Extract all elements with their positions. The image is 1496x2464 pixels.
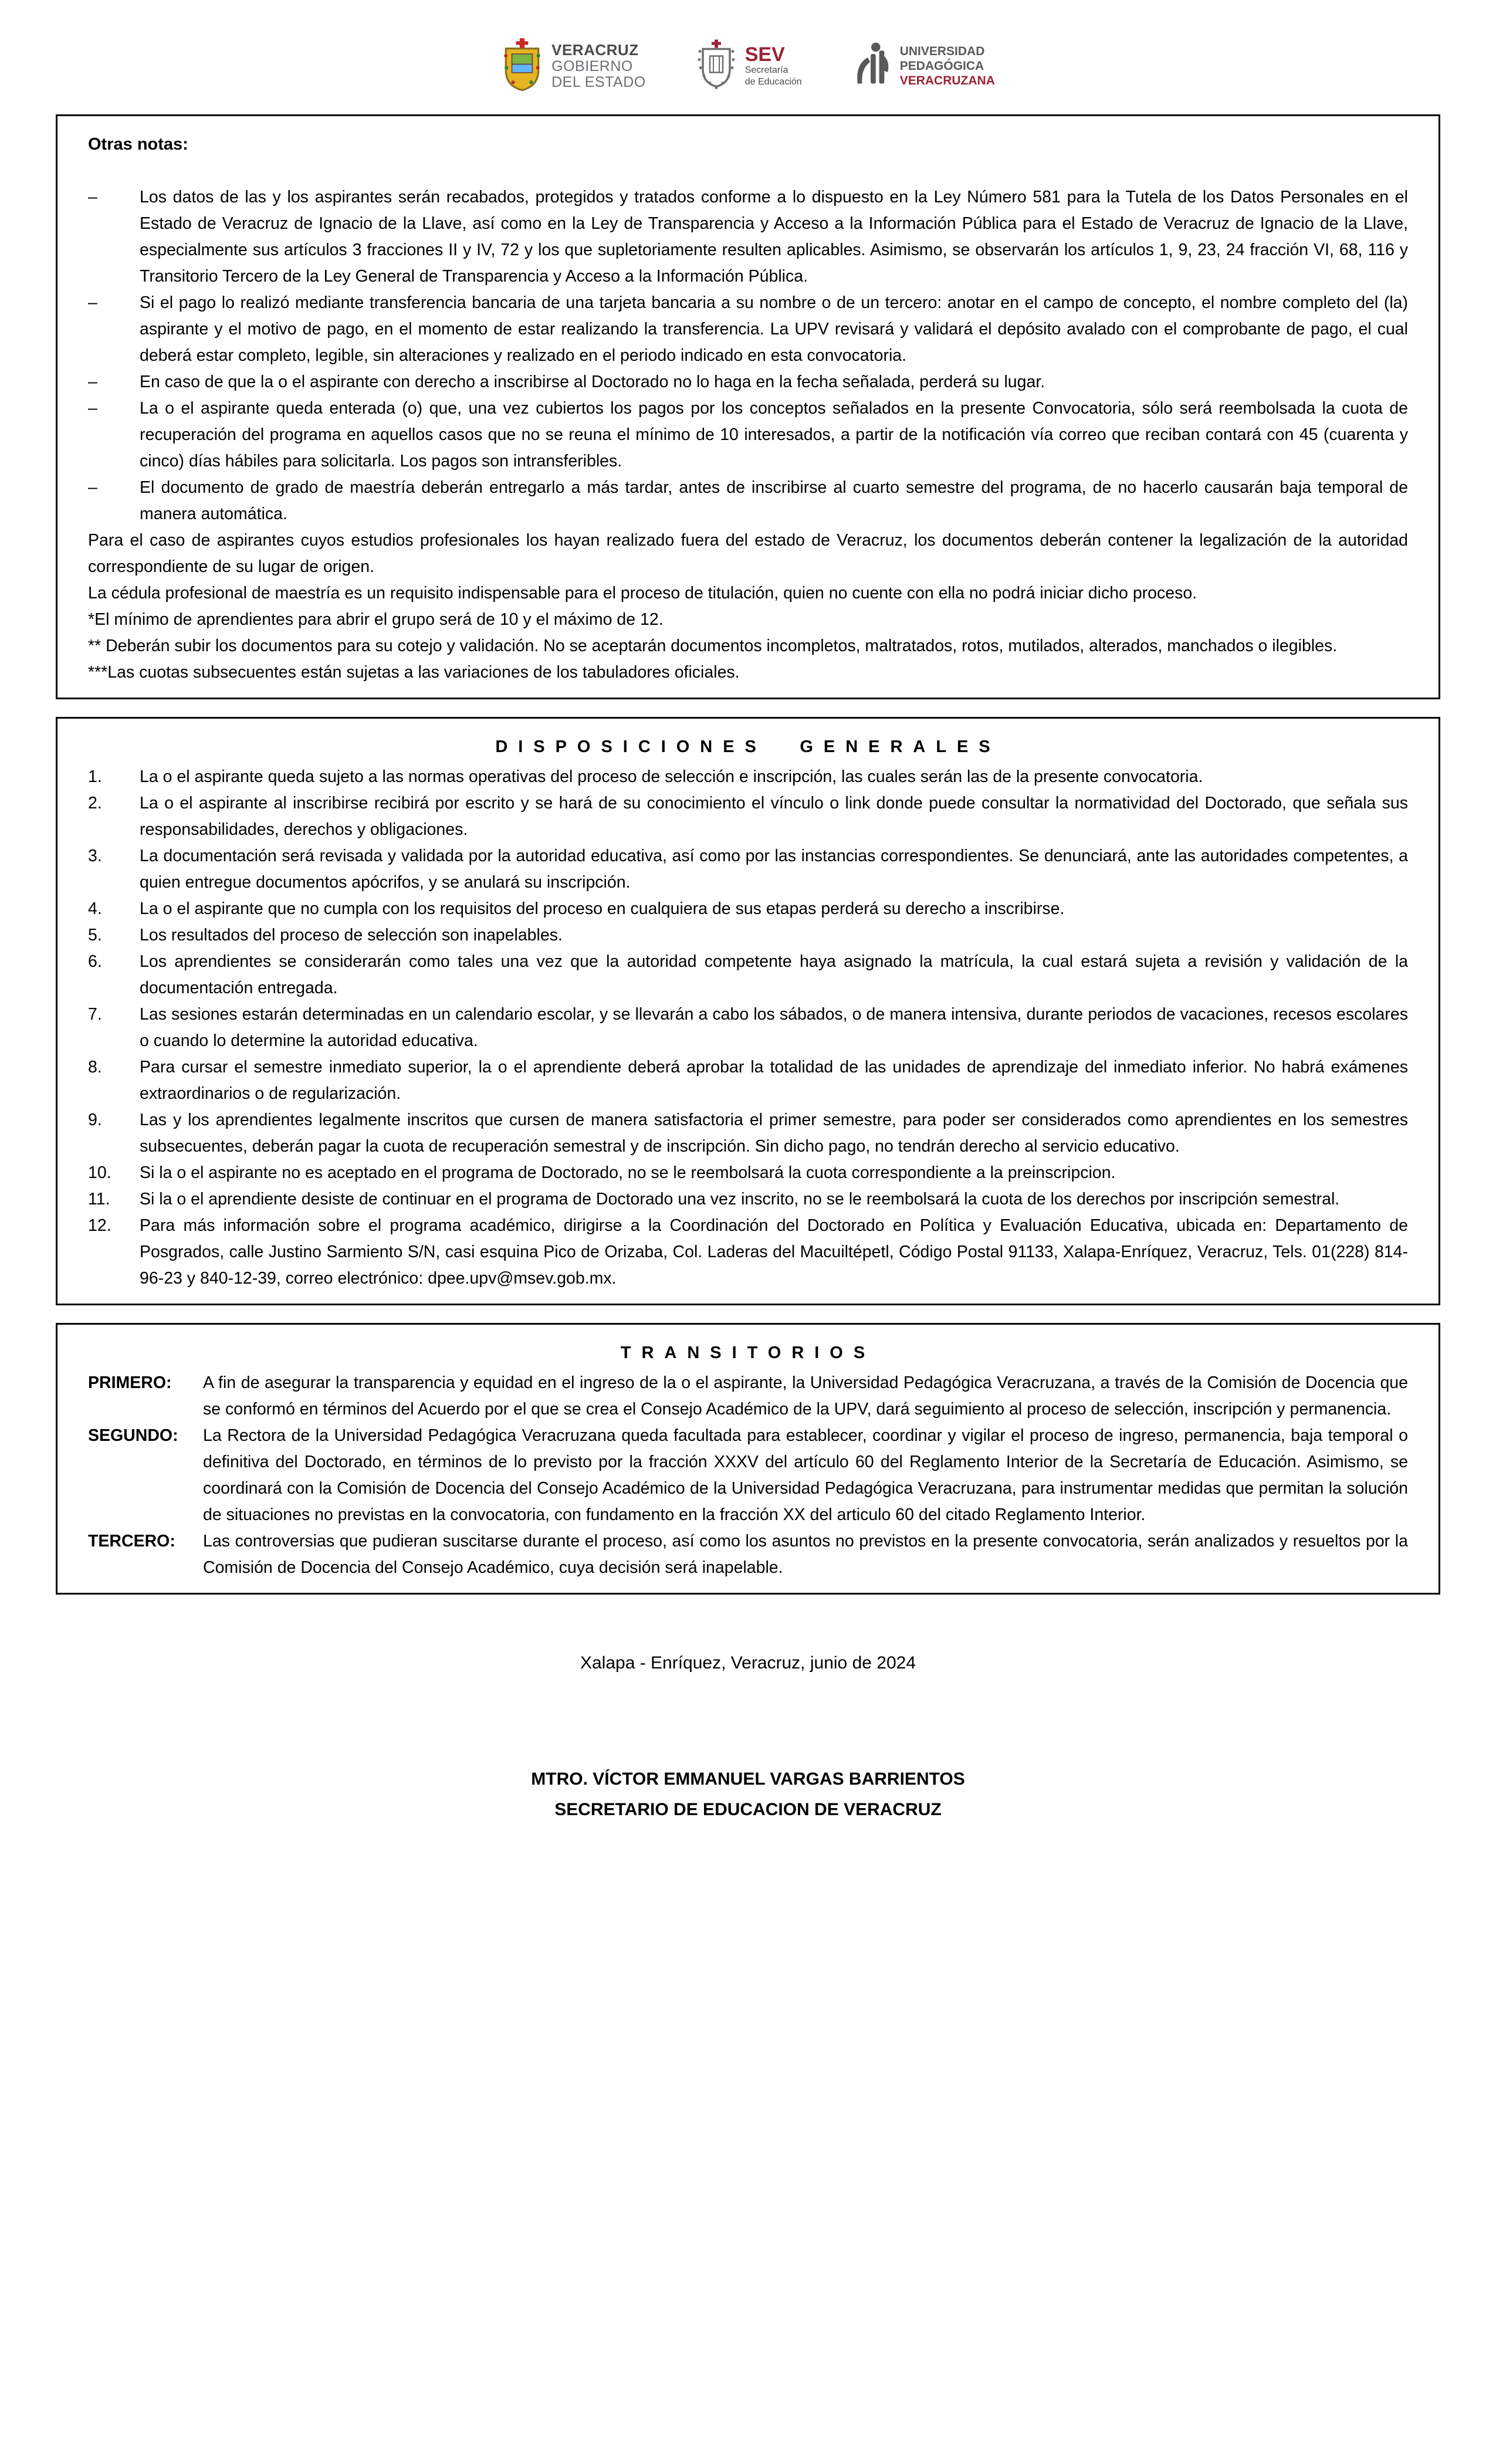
note-bullet bbox=[88, 290, 1408, 369]
upv-logo-line3: VERACRUZANA bbox=[899, 74, 995, 88]
upv-logo-line1: UNIVERSIDAD bbox=[899, 44, 985, 58]
signature-title: SECRETARIO DE EDUCACION DE VERACRUZ bbox=[554, 1800, 942, 1819]
item-text: Las sesiones estarán determinadas en un calendario escolar, y se llevarán a cabo los sábados, o de manera intensiva, durante periodos de vacaciones, recesos escolares o cuando lo determine la autoridad educativa. bbox=[140, 1005, 1408, 1050]
disposicion-item bbox=[88, 843, 1408, 896]
disposicion-item bbox=[88, 896, 1408, 922]
note-bullet bbox=[88, 369, 1408, 395]
item-text: Para más información sobre el programa académico, dirigirse a la Coordinación del Doctorado en Política y Evaluación Educativa, ubicada en: Departamento de Posgrados, calle Justino Sarmiento S/N, casi esquina Pico de Orizaba, Col. Laderas del Macuiltépetl, Código Postal 91133, Xalapa-Enríquez, Veracruz, Tels. 01(228) 814-96-23 y 840-12-39, correo electrónico: dpee.upv@msev.gob.mx. bbox=[140, 1216, 1408, 1288]
transitorios-title: TRANSITORIOS bbox=[620, 1343, 876, 1362]
veracruz-logo-line2: GOBIERNO bbox=[551, 57, 633, 75]
disposicion-item bbox=[88, 949, 1408, 1001]
item-number: 5. bbox=[88, 926, 102, 945]
item-number: 2. bbox=[88, 794, 102, 813]
disposiciones-generales-section bbox=[56, 717, 1440, 1305]
signature-block bbox=[0, 1764, 1496, 1825]
disposicion-item bbox=[88, 1213, 1408, 1292]
sev-shield-icon bbox=[696, 37, 737, 96]
bullet-dash: – bbox=[88, 373, 97, 391]
note-bullet-text: Los datos de las y los aspirantes serán recabados, protegidos y tratados conforme a lo dispuesto en la Ley Número 581 para la Tutela de los Datos Personales en el Estado de Veracruz de Ignacio de la Llave, así como en la Ley de Transparencia y Acceso a la Información Pública para el Estado de Veracruz de Ignacio de la Llave, especialmente sus artículos 3 fracciones II y IV, 72 y los que supletoriamente resulten aplicables. Asimismo, se observarán los artículos 1, 9, 23, 24 fracción VI, 68, 116 y Transitorio Tercero de la Ley General de Transparencia y Acceso a la Información Pública. bbox=[140, 188, 1408, 286]
item-text: La o el aspirante que no cumpla con los requisitos del proceso en cualquiera de sus etapas perderá su derecho a inscribirse. bbox=[140, 899, 1065, 918]
otras-notas-title: Otras notas: bbox=[88, 135, 188, 154]
transitorio-item bbox=[88, 1370, 1408, 1423]
veracruz-logo-line1: VERACRUZ bbox=[551, 41, 639, 59]
veracruz-logo bbox=[501, 37, 646, 96]
transitorio-label: SEGUNDO: bbox=[88, 1426, 178, 1445]
transitorio-label: TERCERO: bbox=[88, 1532, 175, 1551]
item-number: 4. bbox=[88, 899, 102, 918]
note-bullet-text: Si el pago lo realizó mediante transferencia bancaria de una tarjeta bancaria a su nombre o de un tercero: anotar en el campo de concepto, el nombre completo del (la) aspirante y el motivo de pago, en el momento de estar realizando la transferencia. La UPV revisará y validará el depósito avalado con el comprobante de pago, el cual deberá estar completo, legible, sin alteraciones y realizado en el periodo indicado en esta convocatoria. bbox=[140, 293, 1408, 365]
upv-emblem-icon bbox=[852, 37, 892, 96]
note-bullet-text: La o el aspirante queda enterada (o) que, una vez cubiertos los pagos por los conceptos señalados en la presente Convocatoria, sólo será reembolsada la cuota de recuperación del programa en aquellos casos que no se reuna el mínimo de 10 interesados, a partir de la notificación vía correo que reciban contará con 45 (cuarenta y cinco) días hábiles para solicitarla. Los pagos son intransferibles. bbox=[140, 399, 1408, 471]
veracruz-coat-of-arms-icon bbox=[501, 37, 543, 96]
disposicion-item bbox=[88, 922, 1408, 949]
disposicion-item bbox=[88, 1001, 1408, 1054]
note-paragraph: Para el caso de aspirantes cuyos estudios profesionales los hayan realizado fuera del estado de Veracruz, los documentos deberán contener la legalización de la autoridad correspondiente de su lugar de origen. bbox=[88, 531, 1408, 576]
item-text: Las y los aprendientes legalmente inscritos que cursen de manera satisfactoria el primer semestre, para poder ser considerados como aprendientes en los semestres subsecuentes, deberán pagar la cuota de recuperación semestral y de inscripción. Sin dicho pago, no tendrán derecho al servicio educativo. bbox=[140, 1111, 1408, 1156]
upv-logo-line2: PEDAGÓGICA bbox=[899, 59, 984, 73]
note-paragraph: *El mínimo de aprendientes para abrir el grupo será de 10 y el máximo de 12. bbox=[88, 610, 664, 629]
item-number: 8. bbox=[88, 1058, 102, 1077]
disposicion-item bbox=[88, 1160, 1408, 1186]
header-logos bbox=[0, 0, 1496, 97]
transitorio-item bbox=[88, 1528, 1408, 1581]
note-bullet-text: En caso de que la o el aspirante con derecho a inscribirse al Doctorado no lo haga en la fecha señalada, perderá su lugar. bbox=[140, 373, 1045, 391]
otras-notas-section bbox=[56, 114, 1440, 699]
item-text: Los aprendientes se considerarán como tales una vez que la autoridad competente haya asignado la matrícula, la cual estará sujeta a revisión y validación de la documentación entregada. bbox=[140, 952, 1408, 997]
sev-logo bbox=[696, 37, 802, 96]
note-bullet bbox=[88, 184, 1408, 290]
disposicion-item bbox=[88, 1107, 1408, 1160]
item-number: 12. bbox=[88, 1216, 111, 1235]
transitorio-text: La Rectora de la Universidad Pedagógica Veracruzana queda facultada para establecer, coordinar y vigilar el proceso de ingreso, permanencia, baja temporal o definitiva del Doctorado, en términos de lo previsto por la fracción XXXV del artículo 60 del Reglamento Interior de la Secretaría de Educación. Asimismo, se coordinará con la Comisión de Docencia del Consejo Académico de la Universidad Pedagógica Veracruzana, para instrumentar medidas que permitan la solución de situaciones no previstas en la convocatoria, con fundamento en la fracción XX del articulo 60 del citado Reglamento Interior. bbox=[203, 1426, 1408, 1524]
item-text: Los resultados del proceso de selección son inapelables. bbox=[140, 926, 563, 945]
item-number: 3. bbox=[88, 847, 102, 865]
bullet-dash: – bbox=[88, 188, 97, 207]
disposiciones-title: DISPOSICIONES GENERALES bbox=[495, 737, 1001, 756]
dateline: Xalapa - Enríquez, Veracruz, junio de 2024 bbox=[580, 1653, 916, 1673]
note-bullet-text: El documento de grado de maestría deberán entregarlo a más tardar, antes de inscribirse al cuarto semestre del programa, de no hacerlo causarán baja temporal de manera automática. bbox=[140, 478, 1408, 523]
item-text: La documentación será revisada y validada por la autoridad educativa, así como por las instancias correspondientes. Se denunciará, ante las autoridades competentes, a quien entregue documentos apócrifos, y se anulará su inscripción. bbox=[140, 847, 1408, 892]
item-number: 9. bbox=[88, 1111, 102, 1129]
note-paragraph: ***Las cuotas subsecuentes están sujetas a las variaciones de los tabuladores oficiales. bbox=[88, 663, 740, 682]
disposicion-item bbox=[88, 1054, 1408, 1107]
veracruz-logo-line3: DEL ESTADO bbox=[551, 73, 646, 90]
transitorio-text: A fin de asegurar la transparencia y equidad en el ingreso de la o el aspirante, la Universidad Pedagógica Veracruzana, a través de la Comisión de Docencia que se conformó en términos del Acuerdo por el que se crea el Consejo Académico de la UPV, dará seguimiento al proceso de selección, inscripción y permanencia. bbox=[203, 1373, 1408, 1419]
transitorios-section bbox=[56, 1323, 1440, 1595]
item-number: 1. bbox=[88, 767, 102, 786]
signature-name: MTRO. VÍCTOR EMMANUEL VARGAS BARRIENTOS bbox=[531, 1769, 965, 1789]
item-text: La o el aspirante al inscribirse recibirá por escrito y se hará de su conocimiento el vínculo o link donde puede consultar la normatividad del Doctorado, que señala sus responsabilidades, derechos y obligaciones. bbox=[140, 794, 1408, 839]
note-paragraph: ** Deberán subir los documentos para su cotejo y validación. No se aceptarán documentos incompletos, maltratados, rotos, mutilados, alterados, manchados o ilegibles. bbox=[88, 637, 1338, 655]
sev-logo-sub2: de Educación bbox=[744, 76, 802, 87]
bullet-dash: – bbox=[88, 478, 97, 497]
item-number: 10. bbox=[88, 1163, 111, 1182]
bullet-dash: – bbox=[88, 399, 97, 418]
transitorio-label: PRIMERO: bbox=[88, 1373, 172, 1392]
sev-logo-sub1: Secretaría bbox=[744, 65, 788, 75]
transitorio-text: Las controversias que pudieran suscitarse durante el proceso, así como los asuntos no previstos en la presente convocatoria, serán analizados y resueltos por la Comisión de Docencia del Consejo Académico, cuya decisión será inapelable. bbox=[203, 1532, 1408, 1577]
item-number: 11. bbox=[88, 1190, 110, 1209]
disposicion-item bbox=[88, 790, 1408, 843]
note-bullet bbox=[88, 475, 1408, 527]
item-number: 6. bbox=[88, 952, 102, 971]
item-text: La o el aspirante queda sujeto a las normas operativas del proceso de selección e inscripción, las cuales serán las de la presente convocatoria. bbox=[140, 767, 1203, 786]
bullet-dash: – bbox=[88, 293, 97, 312]
note-bullet bbox=[88, 395, 1408, 475]
item-text: Si la o el aspirante no es aceptado en el programa de Doctorado, no se le reembolsará la cuota correspondiente a la preinscripcion. bbox=[140, 1163, 1116, 1182]
item-text: Si la o el aprendiente desiste de continuar en el programa de Doctorado una vez inscrito, no se le reembolsará la cuota de los derechos por inscripción semestral. bbox=[140, 1190, 1340, 1209]
sev-logo-title: SEV bbox=[744, 43, 785, 66]
disposicion-item bbox=[88, 764, 1408, 790]
item-text: Para cursar el semestre inmediato superior, la o el aprendiente deberá aprobar la totalidad de las unidades de aprendizaje del inmediato inferior. No habrá exámenes extraordinarios o de regularización. bbox=[140, 1058, 1408, 1103]
disposicion-item bbox=[88, 1186, 1408, 1213]
note-paragraph: La cédula profesional de maestría es un requisito indispensable para el proceso de titulación, quien no cuente con ella no podrá iniciar dicho proceso. bbox=[88, 584, 1197, 603]
upv-logo bbox=[852, 37, 995, 96]
transitorio-item bbox=[88, 1423, 1408, 1528]
item-number: 7. bbox=[88, 1005, 102, 1024]
